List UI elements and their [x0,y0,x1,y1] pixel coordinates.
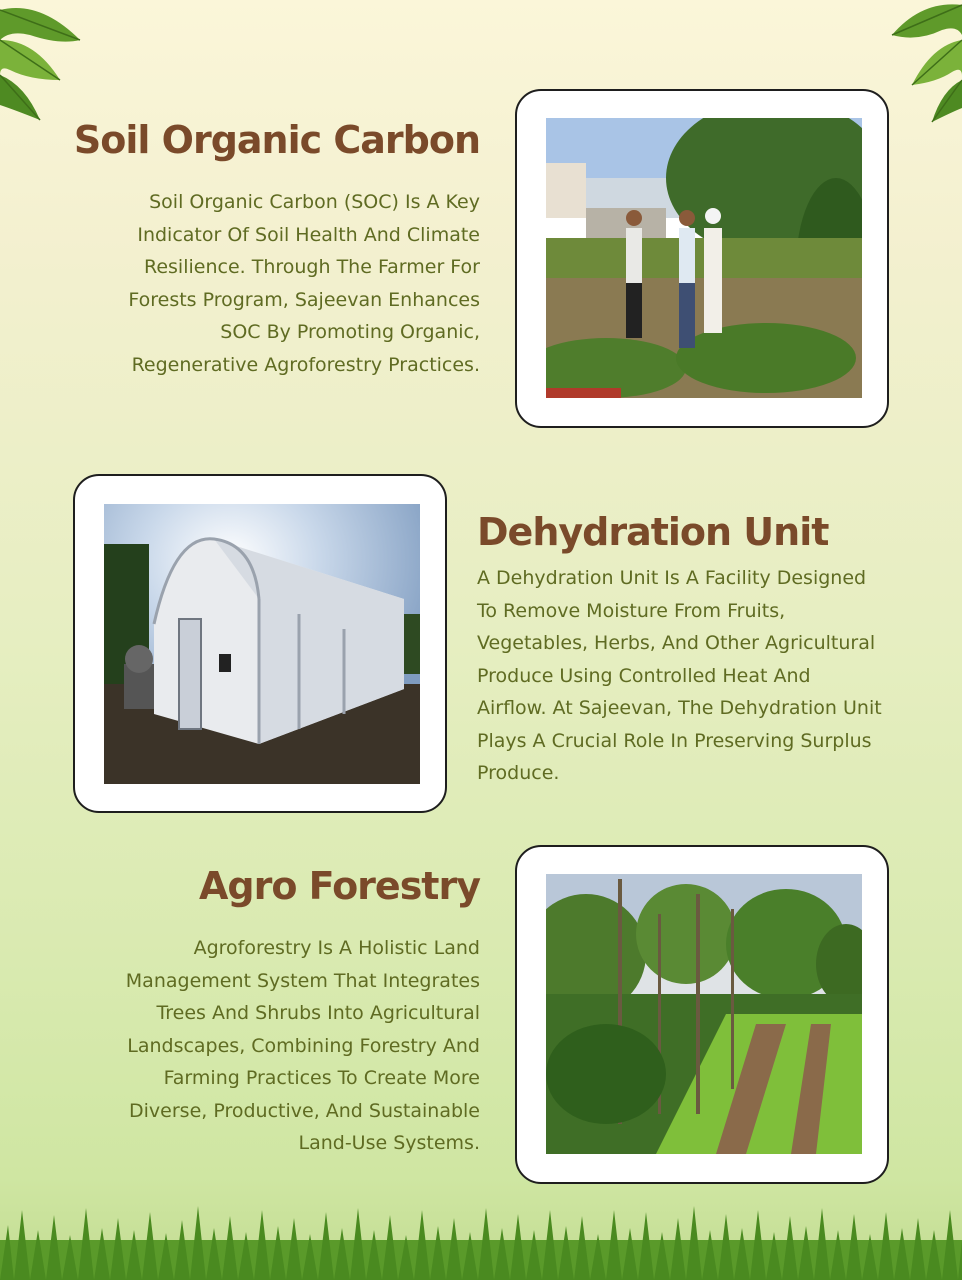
dehydration-line: Produce. [477,762,560,784]
soc-line: Soil Organic Carbon (SOC) Is A Key [149,191,480,213]
agroforestry-photo [546,874,862,1154]
agroforestry-line: Land-Use Systems. [298,1132,480,1154]
dehydration-line: To Remove Moisture From Fruits, [477,599,786,622]
soc-heading: Soil Organic Carbon [73,118,480,162]
soc-line: Forests Program, Sajeevan Enhances [128,288,480,311]
dehydration-line: Airflow. At Sajeevan, The Dehydration Unit [477,697,882,719]
dehydration-line: Plays A Crucial Role In Preserving Surplus [477,729,872,752]
agroforestry-description [40,932,480,1160]
soc-line: Indicator Of Soil Health And Climate [137,223,480,246]
soc-photo [546,118,862,398]
soc-description [60,186,480,381]
agroforestry-line: Agroforestry Is A Holistic Land [193,937,480,959]
agroforestry-heading: Agro Forestry [198,864,480,908]
dehydration-line: Produce Using Controlled Heat And [477,664,811,687]
agroforestry-text-block [40,864,480,1160]
dehydration-line: Vegetables, Herbs, And Other Agricultural [477,632,876,654]
agroforestry-line: Landscapes, Combining Forestry And [127,1034,480,1057]
soc-line: SOC By Promoting Organic, [220,321,480,343]
dehydration-description [477,562,927,790]
soc-line: Resilience. Through The Farmer For [144,256,480,278]
dehydration-photo [104,504,420,784]
agroforestry-line: Trees And Shrubs Into Agricultural [156,1002,480,1024]
soc-text-block [60,118,480,381]
dehydration-line: A Dehydration Unit Is A Facility Designed [477,567,867,589]
agroforestry-line: Farming Practices To Create More [163,1067,480,1089]
palm-leaf-decoration-left [0,0,110,130]
agroforestry-line: Diverse, Productive, And Sustainable [129,1099,480,1122]
agroforestry-line: Management System That Integrates [125,969,480,992]
dehydration-heading: Dehydration Unit [477,510,829,554]
grass-decoration [0,1200,962,1280]
soc-line: Regenerative Agroforestry Practices. [131,353,480,376]
dehydration-text-block [477,510,927,790]
